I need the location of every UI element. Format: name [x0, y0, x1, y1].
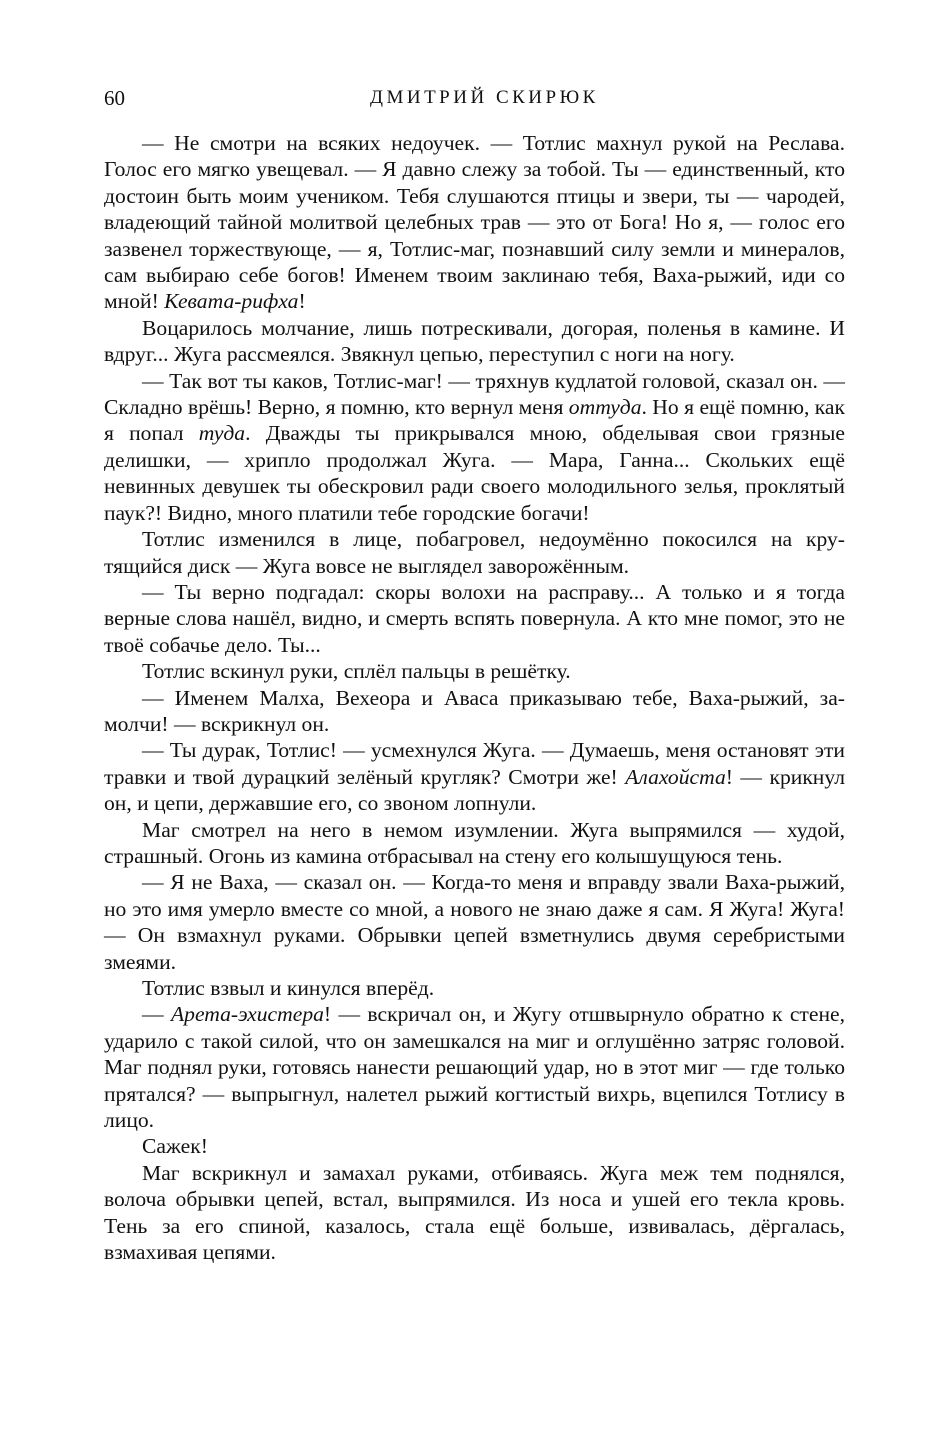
- italic-word: Кевата-рифха: [164, 289, 299, 314]
- paragraph: [104, 368, 845, 526]
- text-run: — Не смотри на всяких недоучек. — Тотлис махнул рукой на Реслава. Голос его мягко увещевал. — Я давно слежу за тобой. Ты — единственный, кто достоин быть моим учеником. Тебя слушаются птицы и звери, ты — чародей, владеющий тайной молитвой целебных трав — это от Бога! Но я, — голос его зазвенел торжествующе, — я, Тотлис-маг, познавший силу земли и минералов, сам выбираю себе богов! Именем твоим заклинаю тебя, Ваха-рыжий, иди со мной!: [104, 131, 845, 314]
- page-number: 60: [104, 86, 125, 110]
- text-run: — Так вот ты каков, Тотлис-маг! — тряхнув кудлатой головой, сказал он. — Складно врёшь! Верно, я помню, кто вернул меня: [104, 368, 845, 420]
- paragraph: [104, 975, 845, 1001]
- text-run: Тотлис изменился в лице, побагровел, недоумённо покосился на крутящийся диск — Жуга вовсе не выглядел заворожённым.: [104, 527, 845, 578]
- italic-word: оттуда: [568, 395, 642, 420]
- paragraph: [104, 869, 845, 975]
- paragraph: [104, 526, 845, 579]
- body-text: [104, 130, 845, 1265]
- text-run: — Именем Малха, Вехеора и Аваса приказываю тебе, Ваха-рыжий, замолчи! — вскрикнул он.: [104, 685, 845, 736]
- paragraph: [104, 1001, 845, 1133]
- text-run: ! — крикнул он, и цепи, державшие его, со звоном лопнули.: [104, 764, 845, 816]
- text-run: — Ты дурак, Тотлис! — усмехнулся Жуга. — Думаешь, меня остановят эти травки и твой дурацкий зелёный кругляк? Смотри же!: [104, 738, 845, 789]
- text-run: . Но я ещё помню, как я попал: [104, 395, 845, 446]
- italic-word: Арета-эхистера: [170, 1002, 324, 1027]
- running-head: ДМИТРИЙ СКИРЮК: [370, 87, 599, 108]
- paragraph: [104, 130, 845, 315]
- text-run: . Дважды ты прикрывался мною, обделывая свои грязные делишки, — хрипло продолжал Жуга. — Мара, Ганна... Скольких ещё невинных девушек ты обескровил ради своего молодильного зелья, проклятый паук?! Видно, много платили тебе городские богачи!: [104, 421, 845, 525]
- text-run: ! — вскричал он, и Жугу отшвырнуло обратно к стене, ударило с такой силой, что он замешкался на миг и оглушённо затряс головой. Маг поднял руки, готовясь нанести решающий удар, но в этот миг — где только прятался? — выпрыгнул, налетел рыжий когтистый вихрь, вцепился Тотлису в лицо.: [104, 1002, 845, 1133]
- paragraph: [104, 737, 845, 816]
- paragraph: [104, 685, 845, 738]
- text-run: Маг смотрел на него в немом изумлении. Жуга выпрямился — худой, страшный. Огонь из камина отбрасывал на стену его колышущуюся тень.: [104, 817, 845, 868]
- paragraph: [104, 1133, 845, 1159]
- page-header: [104, 86, 844, 116]
- text-run: — Я не Ваха, — сказал он. — Когда-то меня и вправду звали Ваха-рыжий, но это имя умерло вместе со мной, а нового не знаю даже я сам. Я Жуга! Жуга! — Он взмахнул руками. Обрывки цепей взметнулись двумя серебристыми змеями.: [104, 870, 845, 974]
- italic-word: Алахойста: [625, 764, 726, 789]
- paragraph: [104, 579, 845, 658]
- italic-word: туда: [198, 421, 246, 446]
- text-run: Тотлис взвыл и кинулся вперёд.: [142, 976, 435, 1000]
- text-run: —: [142, 1002, 171, 1027]
- text-run: !: [298, 289, 306, 314]
- paragraph: [104, 315, 845, 368]
- paragraph: [104, 817, 845, 870]
- text-run: — Ты верно подгадал: скоры волохи на расправу... А только и я тогда верные слова нашёл, видно, и смерть вспять повернула. А кто мне помог, это не твоё собачье дело. Ты...: [104, 579, 845, 657]
- text-run: Маг вскрикнул и замахал руками, отбиваясь. Жуга меж тем поднялся, волоча обрывки цепей, встал, выпрямился. Из носа и ушей его текла кровь. Тень за его спиной, казалось, стала ещё больше, извивалась, дёргалась, взмахивая цепями.: [104, 1160, 845, 1265]
- paragraph: [104, 1160, 845, 1266]
- text-run: Воцарилось молчание, лишь потрескивали, догорая, поленья в камине. И вдруг... Жуга рассмеялся. Звякнул цепью, переступил с ноги на ногу.: [104, 315, 845, 367]
- text-run: Тотлис вскинул руки, сплёл пальцы в решётку.: [142, 659, 571, 684]
- paragraph: [104, 658, 845, 684]
- text-run: Сажек!: [142, 1134, 208, 1159]
